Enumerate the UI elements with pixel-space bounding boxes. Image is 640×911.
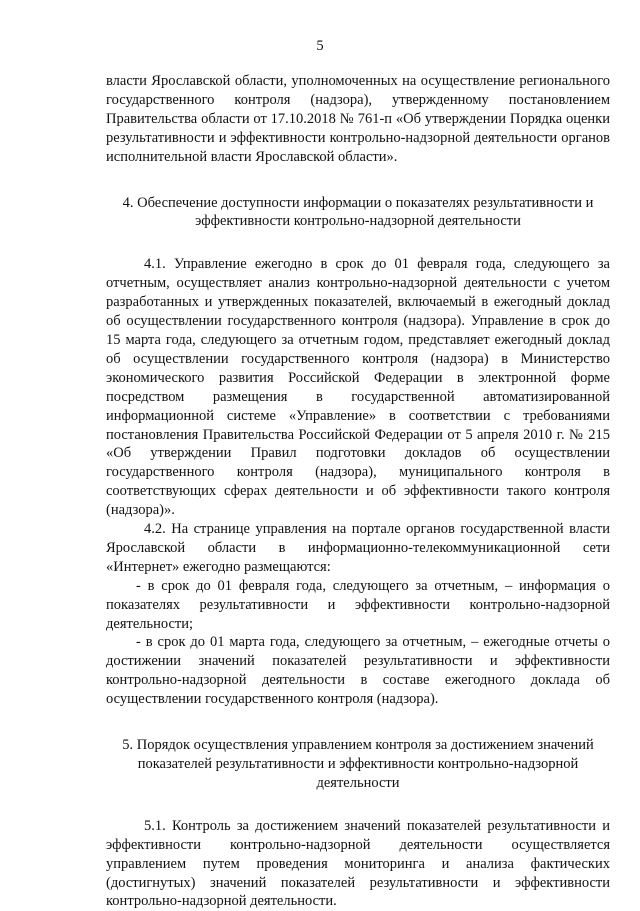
list-item-2: - в срок до 01 марта года, следующего за отчетным, – ежегодные отчеты о достижении значений показателей результативности и эффективности контрольно-надзорной деятельности в составе ежегодного доклада об осуществлении государственного контроля (надзора). <box>106 634 610 708</box>
spacer <box>106 231 610 255</box>
list-item-1: - в срок до 01 февраля года, следующего за отчетным, – информация о показателях результативности и эффективности контрольно-надзорной деятельности; <box>106 577 610 632</box>
section-5-heading: 5. Порядок осуществления управлением контроля за достижением значений показателей результативности и эффективности контрольно-надзорной деятельности <box>122 737 594 791</box>
document-body <box>106 72 610 911</box>
spacer <box>106 167 610 194</box>
section-4-heading: 4. Обеспечение доступности информации о показателях результативности и эффективности контрольно-надзорной деятельности <box>122 194 594 230</box>
page-number: 5 <box>316 38 324 54</box>
paragraph-4-1: 4.1. Управление ежегодно в срок до 01 февраля года, следующего за отчетным, осуществляет анализ контрольно-надзорной деятельности с учетом разработанных и утвержденных показателей, включаемый в ежегодный доклад об осуществлении государственного контроля (надзора). Управление в срок до 15 марта года, следующего за отчетным годом, представляет ежегодный доклад об осуществлении государственного контроля (надзора) в Министерство экономического развития Российской Федерации в электронной форме посредством размещения в государственной автоматизированной информационной системе «Управление» в соответствии с требованиями постановления Правительства Российской Федерации от 5 апреля 2010 г. № 215 «Об утверждении Правил подготовки докладов об осуществлении государственного контроля (надзора), муниципального контроля в соответствующих сферах деятельности и об эффективности такого контроля (надзора)». <box>106 256 610 519</box>
paragraph-4-2: 4.2. На странице управления на портале органов государственной власти Ярославской области в информационно-телекоммуникационной сети «Интернет» ежегодно размещаются: <box>106 521 610 575</box>
spacer <box>106 793 610 817</box>
spacer <box>106 709 610 736</box>
intro-paragraph: власти Ярославской области, уполномоченных на осуществление регионального государственного контроля (надзора), утвержденному постановлением Правительства области от 17.10.2018 № 761-п «Об утверждении Порядка оценки результативности и эффективности контрольно-надзорной деятельности органов исполнительной власти Ярославской области». <box>106 73 610 165</box>
paragraph-5-1: 5.1. Контроль за достижением значений показателей результативности и эффективности контрольно-надзорной деятельности осуществляется управлением путем проведения мониторинга и анализа фактических (достигнутых) значений показателей результативности и эффективности контрольно-надзорной деятельности. <box>106 817 610 910</box>
